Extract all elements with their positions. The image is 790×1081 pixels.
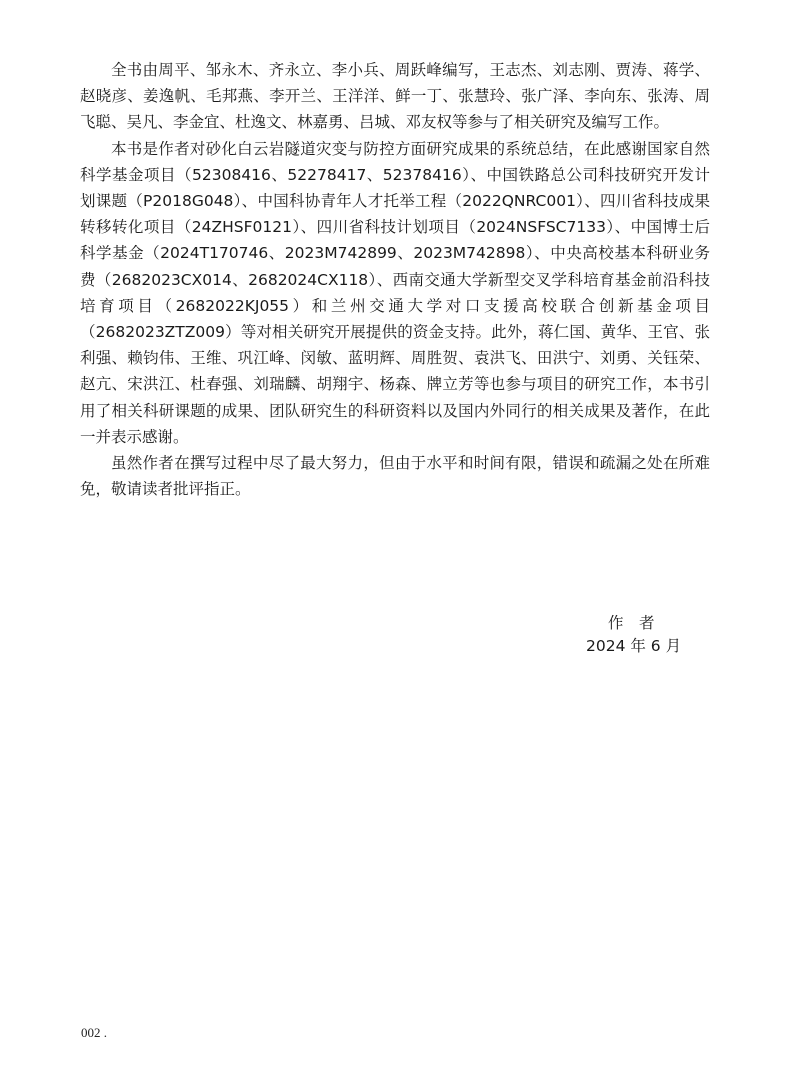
paragraph-disclaimer: 虽然作者在撰写过程中尽了最大努力，但由于水平和时间有限，错误和疏漏之处在所难免，敬请读者批评指正。 xyxy=(80,454,710,499)
signature-date: 2024 年 6 月 xyxy=(586,637,682,655)
paragraph-authors: 全书由周平、邹永木、齐永立、李小兵、周跃峰编写，王志杰、刘志刚、贾涛、蒋学、赵晓彦、姜逸帆、毛邦燕、李开兰、王洋洋、鲜一丁、张慧玲、张广泽、李向东、张涛、周飞聪、吴凡、李金宜、杜逸文、林嘉勇、吕城、邓友权等参与了相关研究及编写工作。 xyxy=(80,61,710,132)
paragraph-acknowledgements: 本书是作者对砂化白云岩隧道灾变与防控方面研究成果的系统总结，在此感谢国家自然科学基金项目（52308416、52278417、52378416）、中国铁路总公司科技研究开发计划课题（P2018G048）、中国科协青年人才托举工程（2022QNRC001）、四川省科技成果转移转化项目（24ZHSF0121）、四川省科技计划项目（2024NSFSC7133）、中国博士后科学基金（2024T170746、2023M742899、2023M742898）、中央高校基本科研业务费（2682023CX014、2682024CX118）、西南交通大学新型交叉学科培育基金前沿科技培育项目（2682022KJ055）和兰州交通大学对口支援高校联合创新基金项目（2682023ZTZ009）等对相关研究开展提供的资金支持。此外，蒋仁国、黄华、王官、张利强、赖钧伟、王维、巩江峰、闵敏、蓝明辉、周胜贺、袁洪飞、田洪宁、刘勇、关钰荣、赵亢、宋洪江、杜春强、刘瑞麟、胡翔宇、杨森、牌立芳等也参与项目的研究工作，本书引用了相关科研课题的成果、团队研究生的科研资料以及国内外同行的相关成果及著作，在此一并表示感谢。 xyxy=(80,139,710,446)
signature-block xyxy=(560,612,720,658)
signature-author: 作 者 xyxy=(608,614,655,632)
page-number: 002 . xyxy=(81,1025,107,1040)
preface-body xyxy=(80,57,710,502)
